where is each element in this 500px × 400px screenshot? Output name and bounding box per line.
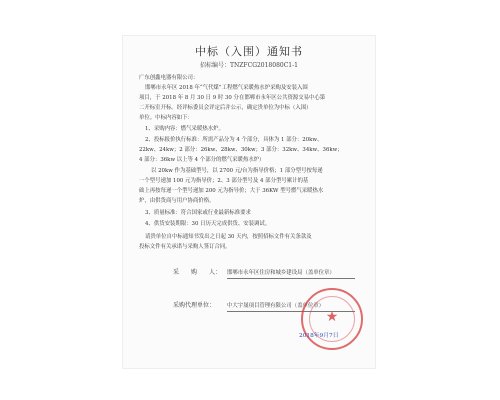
item-2-detail-line: 炉，由供货商与用户协商价格。 xyxy=(139,198,215,204)
purchaser-label: 采 购 人： xyxy=(173,269,222,276)
item-3: 3、质量标准：符合国家或行业最新标准要求 xyxy=(145,210,251,216)
item-4: 4、供货安装期限：30 日历天完成供货、安装调试。 xyxy=(145,221,271,227)
red-seal-stamp xyxy=(301,288,363,350)
body-line: 项目，于 2018 年 8 月 30 日 9 时 30 分在邯郸市永年区公共资源交易中心第 xyxy=(139,95,326,101)
bid-number: 招标编号：TNZFCG2018080C1-1 xyxy=(200,62,298,69)
item-2-detail-line: 以 20kw 作为基础型号，以 2700 元/台为指导价格；1 部分型号按每递 xyxy=(151,168,323,174)
issue-date: 2018年9月7日 xyxy=(299,333,339,339)
seal-star-icon: ★ xyxy=(325,309,339,325)
purchaser-signature-line xyxy=(227,278,355,279)
item-2-line: 4 部分：36kw 以上等 4 个部分的燃气采暖热水炉） xyxy=(139,157,265,163)
item-2-detail-line: 础上再按每递一个型号递加 200 元为指导价；大于 36KW 型号燃气采暖热水 xyxy=(139,188,324,194)
item-1: 1、采购内容：燃气采暖热水炉。 xyxy=(145,126,224,132)
purchaser-name: 邯郸市永年区住房和城乡建设局（盖单位章） xyxy=(227,270,335,276)
body-line: 二开标室开标。经评标委员会评定后并公示，确定贵单位为中标（入围） xyxy=(139,105,312,111)
item-2-line: 22kw、24kw；2 部分：26kw、28kw、30kw；3 部分：32kw、34kw、36kw； xyxy=(139,147,343,153)
agent-label: 采购代理单位： xyxy=(173,302,216,309)
body-line: 邯郸市永年区 2018 年“气代煤”工程燃气采暖热水炉采购及安装入围 xyxy=(145,85,308,91)
closing-line: 请贵单位自中标通知书发出之日起 30 天内，按照招标文件有关条款及 xyxy=(145,234,312,240)
agent-name: 中大宇晟项目管理有限公司（盖单位章） xyxy=(227,303,325,309)
item-2-line: 2、投标报价执行标准：所需产品分为 4 个部分，具体为 1 部分：20kw、 xyxy=(145,137,323,143)
item-2-detail-line: 一个型号递加 100 元为指导价；2、3 部分型号及 4 部分型号累计的基 xyxy=(139,178,309,184)
document-title: 中标（入围）通知书 xyxy=(195,45,303,58)
recipient: 广东创鑫电器有限公司： xyxy=(139,75,199,81)
closing-line: 投标文件有关承诺与采购人签订合同。 xyxy=(139,244,231,250)
body-line: 单位。中标内容如下： xyxy=(139,115,193,121)
notice-document xyxy=(123,36,375,368)
